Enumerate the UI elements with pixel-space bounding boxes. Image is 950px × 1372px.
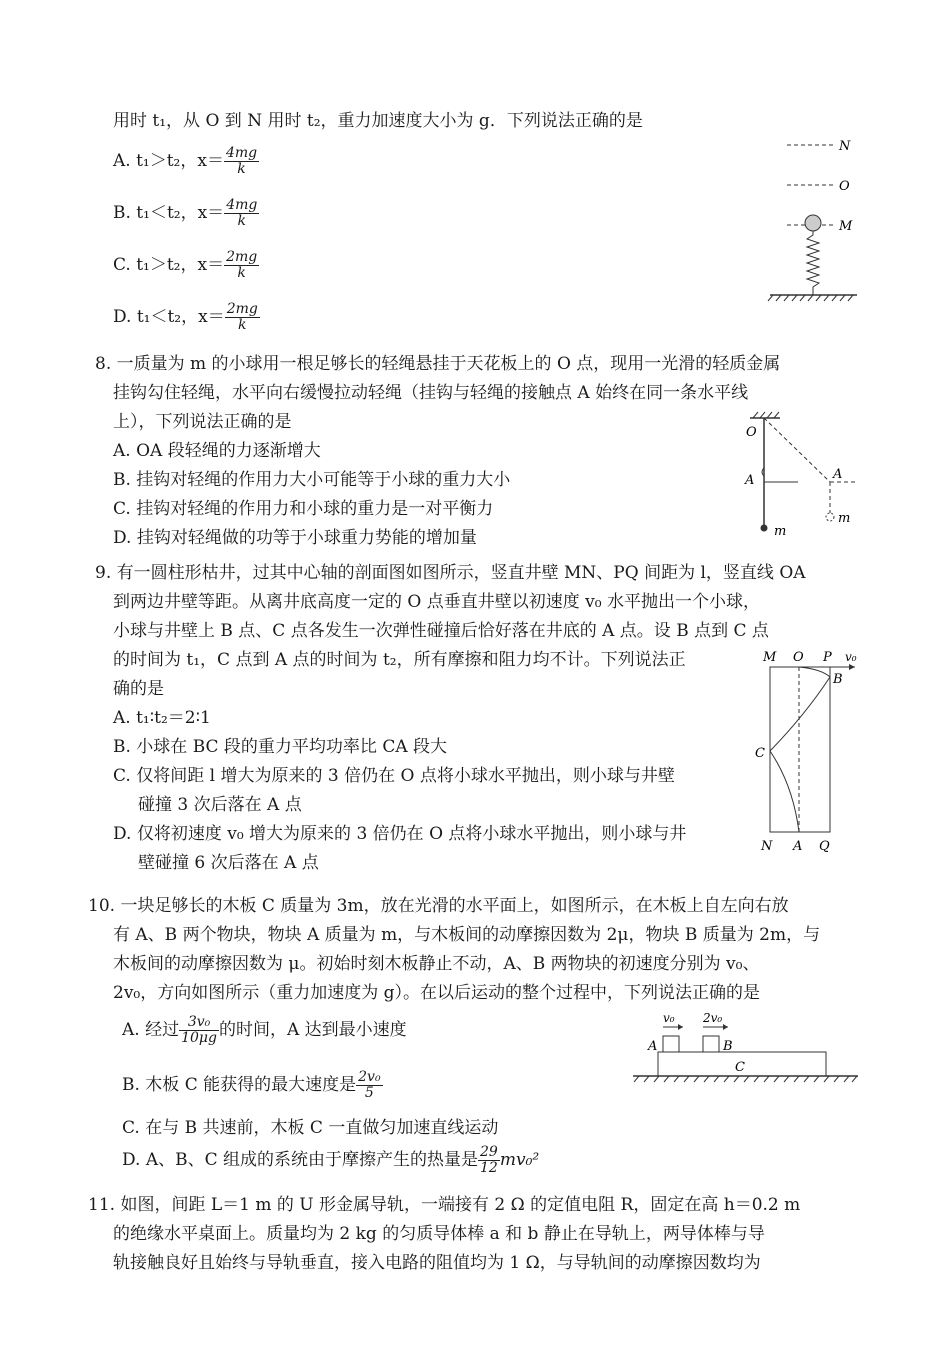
q10-stem-line-2: 有 A、B 两个物块，物块 A 质量为 m，与木板间的动摩擦因数为 2μ，物块 B 质量为 2m，与 — [113, 925, 821, 945]
q7-spring-figure — [765, 135, 865, 305]
q10-fig-label-a: A — [648, 1039, 658, 1054]
q9-fig-label-a: A — [793, 839, 803, 854]
q7-option-a: A. t₁＞t₂，x＝ $\frac{4mg}{k}$ — [113, 145, 258, 177]
q11-stem-line-2: 的绝缘水平桌面上。质量均为 2 kg 的匀质导体棒 a 和 b 静止在导轨上，两导体棒与导 — [113, 1224, 765, 1244]
q7-fig-label-o: O — [839, 179, 850, 194]
q9-option-c: C. 仅将间距 l 增大为原来的 3 倍仍在 O 点将小球水平抛出，则小球与井壁 — [113, 766, 675, 786]
q9-fig-label-o: O — [793, 650, 804, 665]
q9-stem-line-2: 到两边井壁等距。从离井底高度一定的 O 点垂直井壁以初速度 v₀ 水平抛出一个小球， — [113, 592, 760, 612]
q9-fig-label-p: P — [823, 650, 832, 665]
q9-fig-label-m: M — [763, 650, 777, 665]
q8-option-b: B. 挂钩对轻绳的作用力大小可能等于小球的重力大小 — [113, 470, 511, 490]
q10-stem-line-1: 10. 一块足够长的木板 C 质量为 3m，放在光滑的水平面上，如图所示，在木板上自左向右放 — [88, 896, 789, 916]
q9-well-figure — [755, 645, 865, 855]
q10-option-d: D. A、B、C 组成的系统由于摩擦产生的热量是 $\frac{29}{12}$ mv₀² — [122, 1144, 540, 1176]
q11-stem-line-1: 11. 如图，间距 L＝1 m 的 U 形金属导轨，一端接有 2 Ω 的定值电阻 R，固定在高 h＝0.2 m — [88, 1195, 801, 1215]
q8-fig-label-a-left: A — [745, 473, 755, 488]
q8-fig-label-a-right: A — [833, 467, 843, 482]
q9-option-d: D. 仅将初速度 v₀ 增大为原来的 3 倍仍在 O 点将小球水平抛出，则小球与井 — [113, 824, 687, 844]
q9-stem-line-4: 的时间为 t₁，C 点到 A 点的时间为 t₂，所有摩擦和阻力均不计。下列说法正 — [113, 650, 686, 670]
q8-option-c: C. 挂钩对轻绳的作用力和小球的重力是一对平衡力 — [113, 499, 494, 519]
q10-fig-label-b: B — [723, 1039, 733, 1054]
q10-fig-label-c: C — [735, 1060, 745, 1075]
q9-fig-label-n: N — [761, 839, 773, 854]
q9-stem-line-1: 9. 有一圆柱形枯井，过其中心轴的剖面图如图所示，竖直井壁 MN、PQ 间距为 l，竖直线 OA — [95, 563, 806, 583]
q9-option-b: B. 小球在 BC 段的重力平均功率比 CA 段大 — [113, 737, 448, 757]
q8-stem-line-3: 上），下列说法正确的是 — [113, 412, 292, 432]
q9-option-a: A. t₁∶t₂＝2∶1 — [113, 708, 211, 728]
q9-option-d-cont: 壁碰撞 6 次后落在 A 点 — [138, 853, 319, 873]
q10-fig-label-2v0: 2v₀ — [703, 1011, 723, 1025]
q7-fig-label-m: M — [839, 219, 853, 234]
q9-fig-label-q: Q — [819, 839, 830, 854]
q9-stem-line-5: 确的是 — [113, 679, 164, 699]
q8-stem-line-2: 挂钩勾住轻绳，水平向右缓慢拉动轻绳（挂钩与轻绳的接触点 A 始终在同一条水平线 — [113, 383, 749, 403]
q8-fig-label-m-right: m — [838, 511, 851, 526]
q9-fig-label-v0: v₀ — [845, 650, 857, 664]
q9-fig-label-c: C — [755, 746, 765, 761]
q8-option-d: D. 挂钩对轻绳做的功等于小球重力势能的增加量 — [113, 528, 477, 548]
q10-stem-line-3: 木板间的动摩擦因数为 μ。初始时刻木板静止不动，A、B 两物块的初速度分别为 v₀、 — [113, 954, 760, 974]
q10-block-figure — [633, 1010, 863, 1085]
q8-stem-line-1: 8. 一质量为 m 的小球用一根足够长的轻绳悬挂于天花板上的 O 点，现用一光滑的轻质金属 — [95, 354, 781, 374]
q7-option-d: D. t₁＜t₂，x＝ $\frac{2mg}{k}$ — [113, 301, 258, 333]
q10-stem-line-4: 2v₀，方向如图所示（重力加速度为 g）。在以后运动的整个过程中，下列说法正确的是 — [113, 983, 761, 1003]
q9-fig-label-b: B — [833, 672, 843, 687]
q7-stem-tail: 用时 t₁，从 O 到 N 用时 t₂，重力加速度大小为 g．下列说法正确的是 — [113, 111, 643, 131]
q7-fig-label-n: N — [839, 139, 851, 154]
q8-fig-label-o: O — [746, 425, 757, 440]
q7-option-c: C. t₁＞t₂，x＝ $\frac{2mg}{k}$ — [113, 249, 258, 281]
q9-option-c-cont: 碰撞 3 次后落在 A 点 — [138, 795, 302, 815]
q7-option-b: B. t₁＜t₂，x＝ $\frac{4mg}{k}$ — [113, 197, 258, 229]
q10-option-a: A. 经过 $\frac{\text{3v₀}}{10\mu g}$ 的时间，A 达到最小速度 — [122, 1014, 407, 1046]
q9-stem-line-3: 小球与井壁上 B 点、C 点各发生一次弹性碰撞后恰好落在井底的 A 点。设 B 点到 C 点 — [113, 621, 769, 641]
q10-fig-label-v0: v₀ — [663, 1011, 675, 1025]
q8-hook-figure — [740, 410, 860, 560]
q8-option-a: A. OA 段轻绳的力逐渐增大 — [113, 441, 321, 461]
q11-stem-line-3: 轨接触良好且始终与导轨垂直，接入电路的阻值均为 1 Ω，与导轨间的动摩擦因数均为 — [113, 1253, 761, 1273]
q10-option-b: B. 木板 C 能获得的最大速度是 $\frac{\text{2v₀}}{5}$ — [122, 1069, 381, 1101]
q8-fig-label-m-left: m — [774, 524, 787, 539]
q10-option-c: C. 在与 B 共速前，木板 C 一直做匀加速直线运动 — [122, 1118, 499, 1138]
